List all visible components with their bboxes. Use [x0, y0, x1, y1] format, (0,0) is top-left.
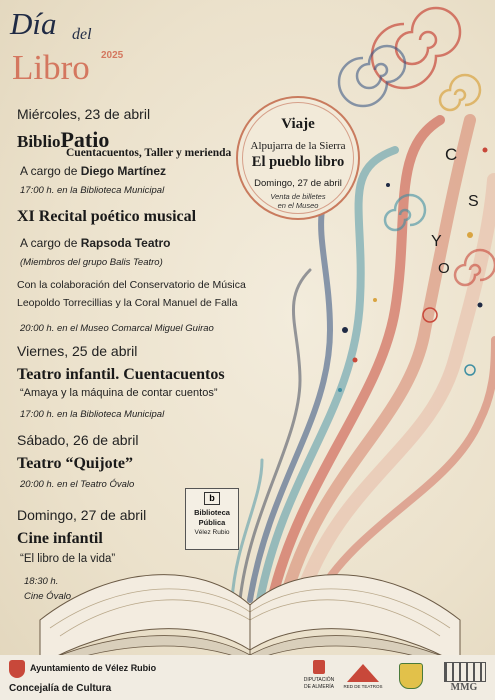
badge-date: Domingo, 27 de abril [254, 178, 342, 189]
event1-by-name: Diego Martínez [80, 164, 167, 178]
library-sign [185, 488, 239, 550]
diputacion-text1: DIPUTACIÓN [303, 677, 335, 683]
event4-day: Sábado, 26 de abril [17, 432, 139, 448]
floating-letter-y: Y [431, 233, 442, 250]
mmg-text: MMG [450, 682, 478, 693]
diputacion-logo [300, 660, 338, 696]
title-year: 2025 [101, 50, 124, 61]
diputacion-shield-icon [313, 660, 325, 674]
teatros-triangle-icon [347, 664, 379, 682]
library-sign-line3: Vélez Rubio [194, 529, 230, 536]
diputacion-text2: DE ALMERÍA [303, 684, 334, 690]
museum-shield-icon [399, 663, 423, 689]
museum-logo [393, 660, 427, 694]
event2-by [20, 236, 171, 250]
event1-by [20, 164, 166, 178]
floating-letter-o: O [438, 260, 450, 277]
badge-title: Viaje [281, 116, 315, 132]
event4-when: 20:00 h. en el Teatro Óvalo [20, 479, 135, 490]
event3-name: Teatro infantil. Cuentacuentos [17, 366, 225, 383]
event2-when: 20:00 h. en el Museo Comarcal Miguel Guirao [20, 323, 214, 334]
event2-by-name: Rapsoda Teatro [80, 236, 171, 250]
floating-letter-s: S [468, 193, 479, 210]
library-sign-line2: Pública [198, 518, 226, 527]
event1-by-prefix: A cargo de [20, 164, 81, 178]
teatros-text: RED DE TEATROS [343, 684, 383, 689]
event3-day: Viernes, 25 de abril [17, 343, 138, 359]
title-del: del [72, 26, 92, 43]
event1-name-a: Biblio [17, 132, 61, 151]
badge-note1: Venta de billetes [270, 192, 326, 201]
footer-org1: Ayuntamiento de Vélez Rubio [30, 663, 157, 673]
event2-name: XI Recital poético musical [17, 208, 197, 225]
event1-day: Miércoles, 23 de abril [17, 106, 151, 122]
event2-by-prefix: A cargo de [20, 236, 81, 250]
event5-name: Cine infantil [17, 530, 103, 547]
badge-note2: en el Museo [277, 201, 319, 210]
event2-members: (Miembros del grupo Balis Teatro) [20, 257, 163, 268]
event2-collab2: Leopoldo Torrecillias y la Coral Manuel de Falla [17, 297, 238, 309]
badge-line2: El pueblo libro [251, 154, 345, 170]
event1-when: 17:00 h. en la Biblioteca Municipal [20, 185, 165, 196]
teatros-logo [343, 660, 383, 696]
title-dia: Día [10, 6, 57, 41]
event3-when: 17:00 h. en la Biblioteca Municipal [20, 409, 165, 420]
event1-sub: Cuentacuentos, Taller y merienda [66, 147, 232, 159]
mmg-logo [440, 660, 488, 696]
trip-badge [236, 96, 360, 220]
event5-day: Domingo, 27 de abril [17, 507, 147, 523]
floating-letter-c: C [445, 145, 458, 164]
event3-quote: “Amaya y la máquina de contar cuentos” [20, 387, 218, 399]
badge-line1: Alpujarra de la Sierra [250, 140, 346, 152]
title-libro: Libro [12, 48, 90, 87]
event2-collab1: Con la colaboración del Conservatorio de Música [17, 279, 246, 291]
event5-quote: “El libro de la vida” [20, 553, 116, 565]
town-shield-icon [9, 660, 25, 678]
event5-time: 18:30 h. [24, 576, 59, 587]
footer-org2: Concejalía de Cultura [9, 683, 112, 694]
library-sign-line1: Biblioteca [194, 508, 230, 517]
mmg-building-icon [444, 662, 486, 682]
event4-name: Teatro “Quijote” [17, 455, 133, 472]
event1-name-b: Patio [60, 127, 110, 152]
library-book-icon: b [204, 492, 220, 505]
event5-place: Cine Óvalo [24, 591, 71, 602]
